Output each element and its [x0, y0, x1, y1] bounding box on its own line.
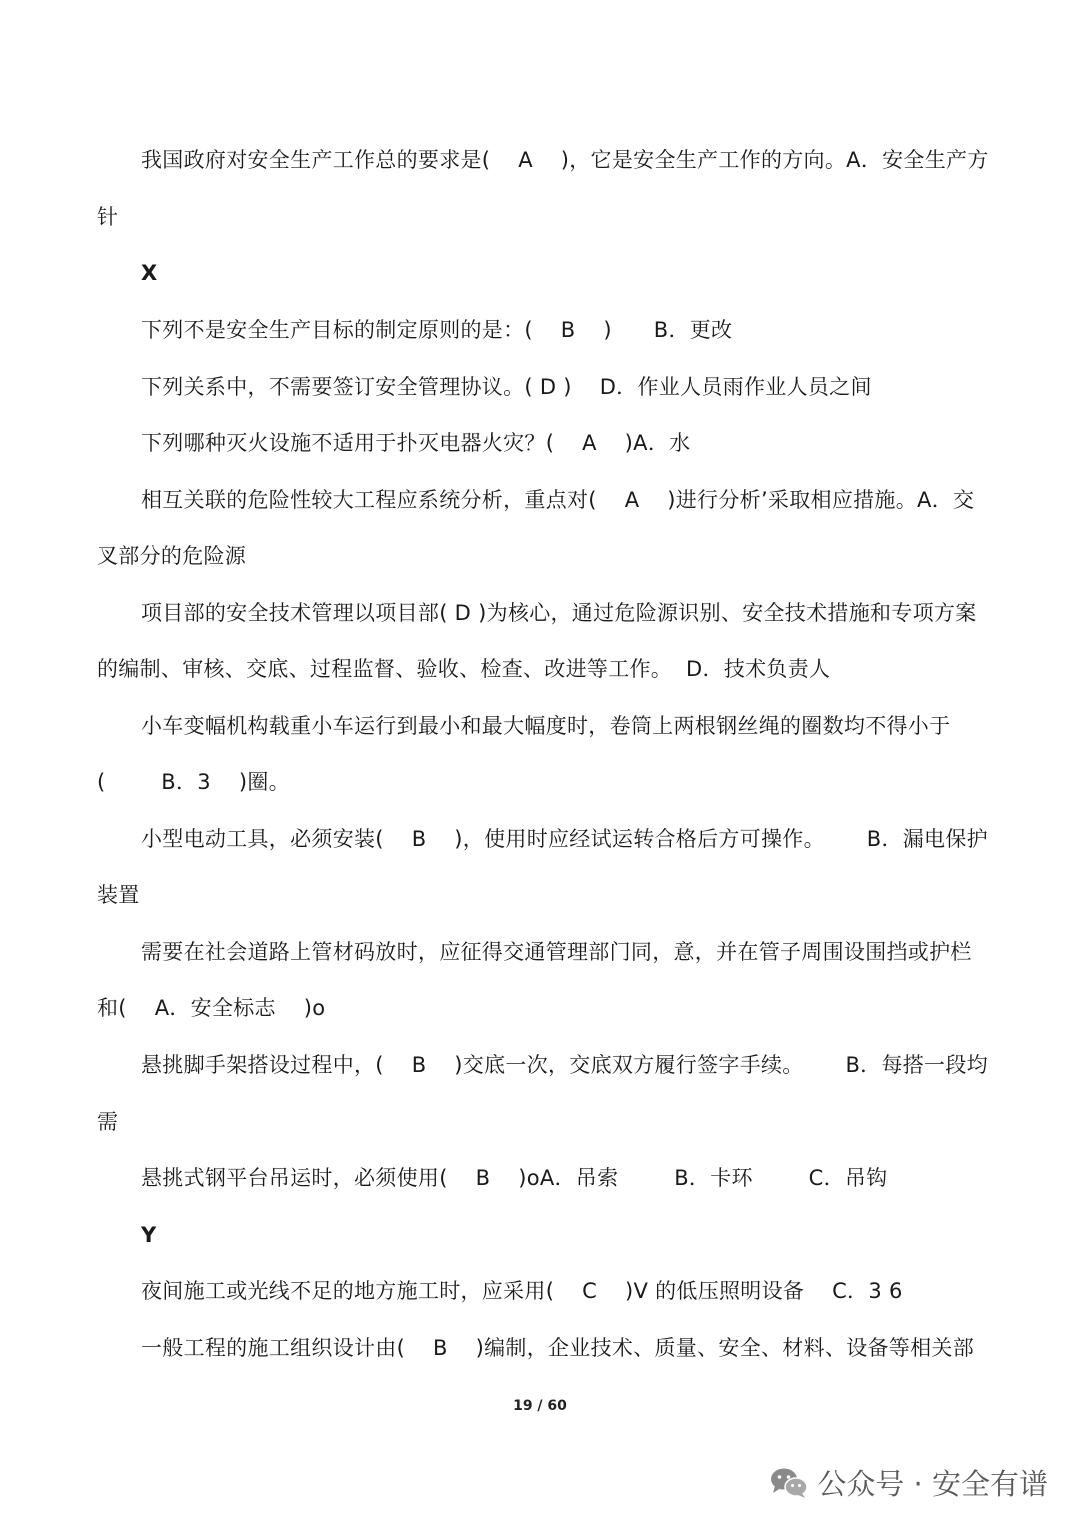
- text-line: 需要在社会道路上管材码放时，应征得交通管理部门同，意，并在管子周围设围挡或护栏: [141, 940, 972, 964]
- text-line: 装置: [97, 883, 140, 907]
- text-line: 下列关系中，不需要签订安全管理协议。( D ) D．作业人员雨作业人员之间: [141, 375, 872, 399]
- wechat-icon: [769, 1466, 809, 1500]
- text-line: 下列不是安全生产目标的制定原则的是：( B ) B．更改: [141, 318, 733, 342]
- watermark: [769, 1462, 1048, 1503]
- text-line: ( B．3 )圈。: [97, 770, 290, 794]
- text-line: 需: [97, 1110, 119, 1134]
- text-line: 悬挑脚手架搭设过程中，( B )交底一次，交底双方履行签字手续。 B．每搭一段均: [141, 1053, 988, 1077]
- text-line: 小车变幅机构载重小车运行到最小和最大幅度时，卷筒上两根钢丝绳的圈数均不得小于: [141, 714, 951, 738]
- text-line: 项目部的安全技术管理以项目部( D )为核心，通过危险源识别、安全技术措施和专项方案: [141, 601, 977, 625]
- section-heading: X: [141, 261, 158, 285]
- section-heading: Y: [141, 1223, 157, 1247]
- text-line: 小型电动工具，必须安装( B )，使用时应经试运转合格后方可操作。 B．漏电保护: [141, 827, 988, 851]
- text-line: 悬挑式钢平台吊运时，必须使用( B )oA．吊索 B．卡环 C．吊钩: [141, 1166, 888, 1190]
- text-line: 下列哪种灭火设施不适用于扑灭电器火灾？( A )A．水: [141, 431, 691, 455]
- text-line: 和( A．安全标志 )o: [97, 996, 326, 1020]
- text-line: 夜间施工或光线不足的地方施工时，应采用( C )V 的低压照明设备 C．3 6: [141, 1279, 903, 1303]
- page-number: 19 / 60: [513, 1398, 567, 1414]
- watermark-text: 公众号 · 安全有谱: [817, 1467, 1048, 1501]
- text-line: 相互关联的危险性较大工程应系统分析，重点对( A )进行分析’采取相应措施。A．交: [141, 488, 975, 512]
- text-line: 我国政府对安全生产工作总的要求是( A )，它是安全生产工作的方向。A．安全生产方: [141, 148, 989, 172]
- text-line: 的编制、审核、交底、过程监督、验收、检查、改进等工作。 D．技术负责人: [97, 657, 831, 681]
- text-line: 针: [97, 205, 119, 229]
- text-line: 一般工程的施工组织设计由( B )编制，企业技术、质量、安全、材料、设备等相关部: [141, 1336, 974, 1360]
- text-line: 叉部分的危险源: [97, 544, 247, 568]
